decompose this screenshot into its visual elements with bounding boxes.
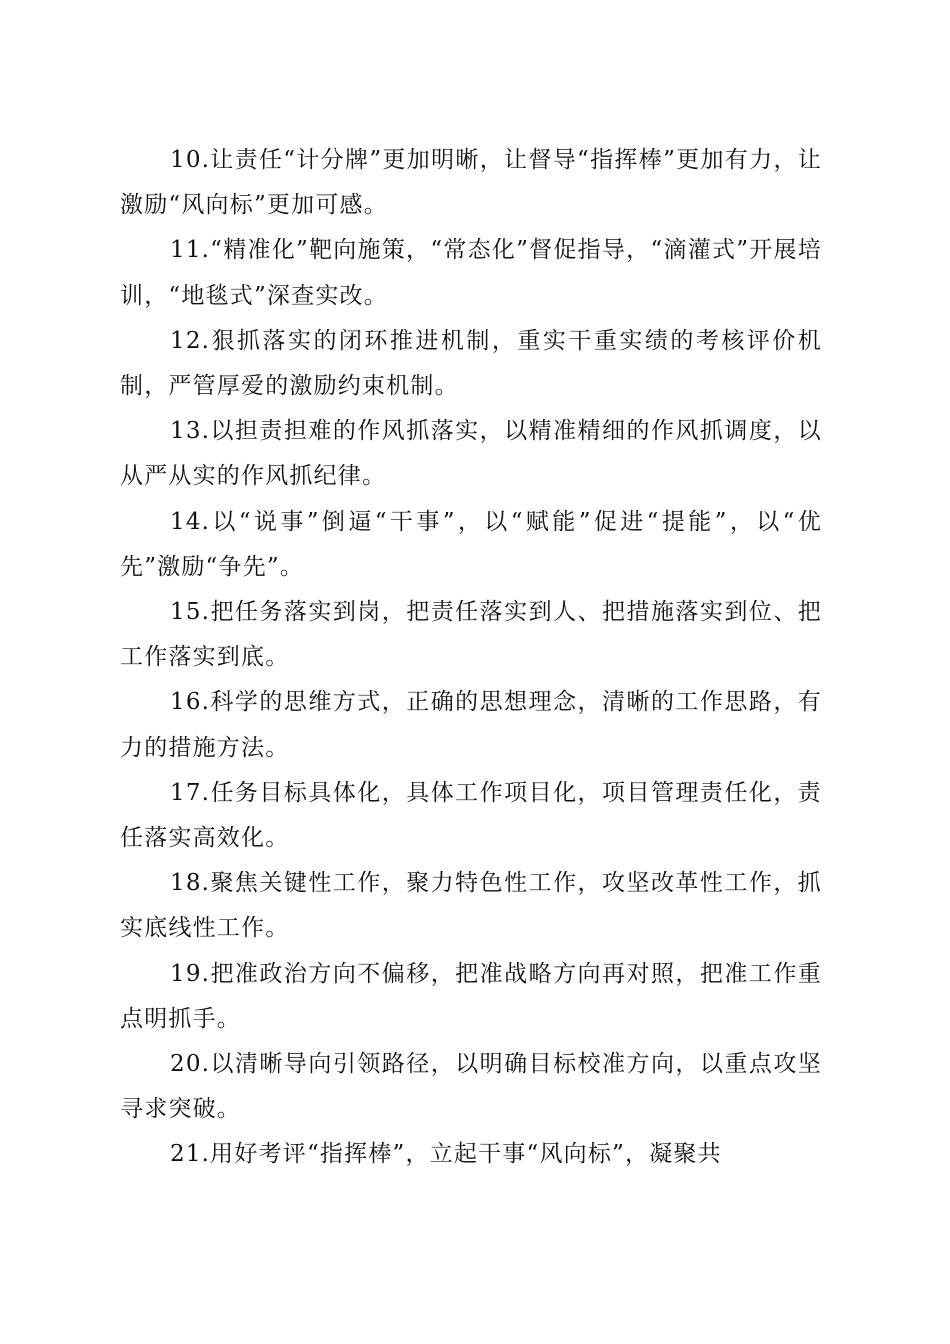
paragraph-21: 21.用好考评“指挥棒”，立起干事“风向标”，凝聚共 bbox=[170, 1141, 722, 1168]
paragraph-13: 13.以担责担难的作风抓落实，以精准精细的作风抓调度，以从严从实的作风抓纪律。 bbox=[120, 418, 822, 490]
paragraph-11: 11.“精准化”靶向施策，“常态化”督促指导，“滴灌式”开展培训，“地毯式”深查实改。 bbox=[120, 237, 822, 309]
paragraph-10: 10.让责任“计分牌”更加明晰，让督导“指挥棒”更加有力，让激励“风向标”更加可感。 bbox=[120, 147, 822, 219]
paragraph-12: 12.狠抓落实的闭环推进机制，重实干重实绩的考核评价机制，严管厚爱的激励约束机制。 bbox=[120, 327, 822, 400]
paragraph-15: 15.把任务落实到岗，把责任落实到人、把措施落实到位、把工作落实到底。 bbox=[120, 599, 822, 671]
paragraph-20: 20.以清晰导向引领路径，以明确目标校准方向，以重点攻坚寻求突破。 bbox=[120, 1051, 822, 1123]
paragraph-17: 17.任务目标具体化，具体工作项目化，项目管理责任化，责任落实高效化。 bbox=[120, 779, 822, 852]
document-body bbox=[120, 138, 822, 1178]
paragraph-19: 19.把准政治方向不偏移，把准战略方向再对照，把准工作重点明抓手。 bbox=[120, 960, 822, 1032]
paragraph-16: 16.科学的思维方式，正确的思想理念，清晰的工作思路，有力的措施方法。 bbox=[120, 689, 822, 761]
paragraph-18: 18.聚焦关键性工作，聚力特色性工作，攻坚改革性工作，抓实底线性工作。 bbox=[120, 870, 822, 942]
paragraph-14: 14.以“说事”倒逼“干事”，以“赋能”促进“提能”，以“优先”激励“争先”。 bbox=[120, 508, 822, 580]
